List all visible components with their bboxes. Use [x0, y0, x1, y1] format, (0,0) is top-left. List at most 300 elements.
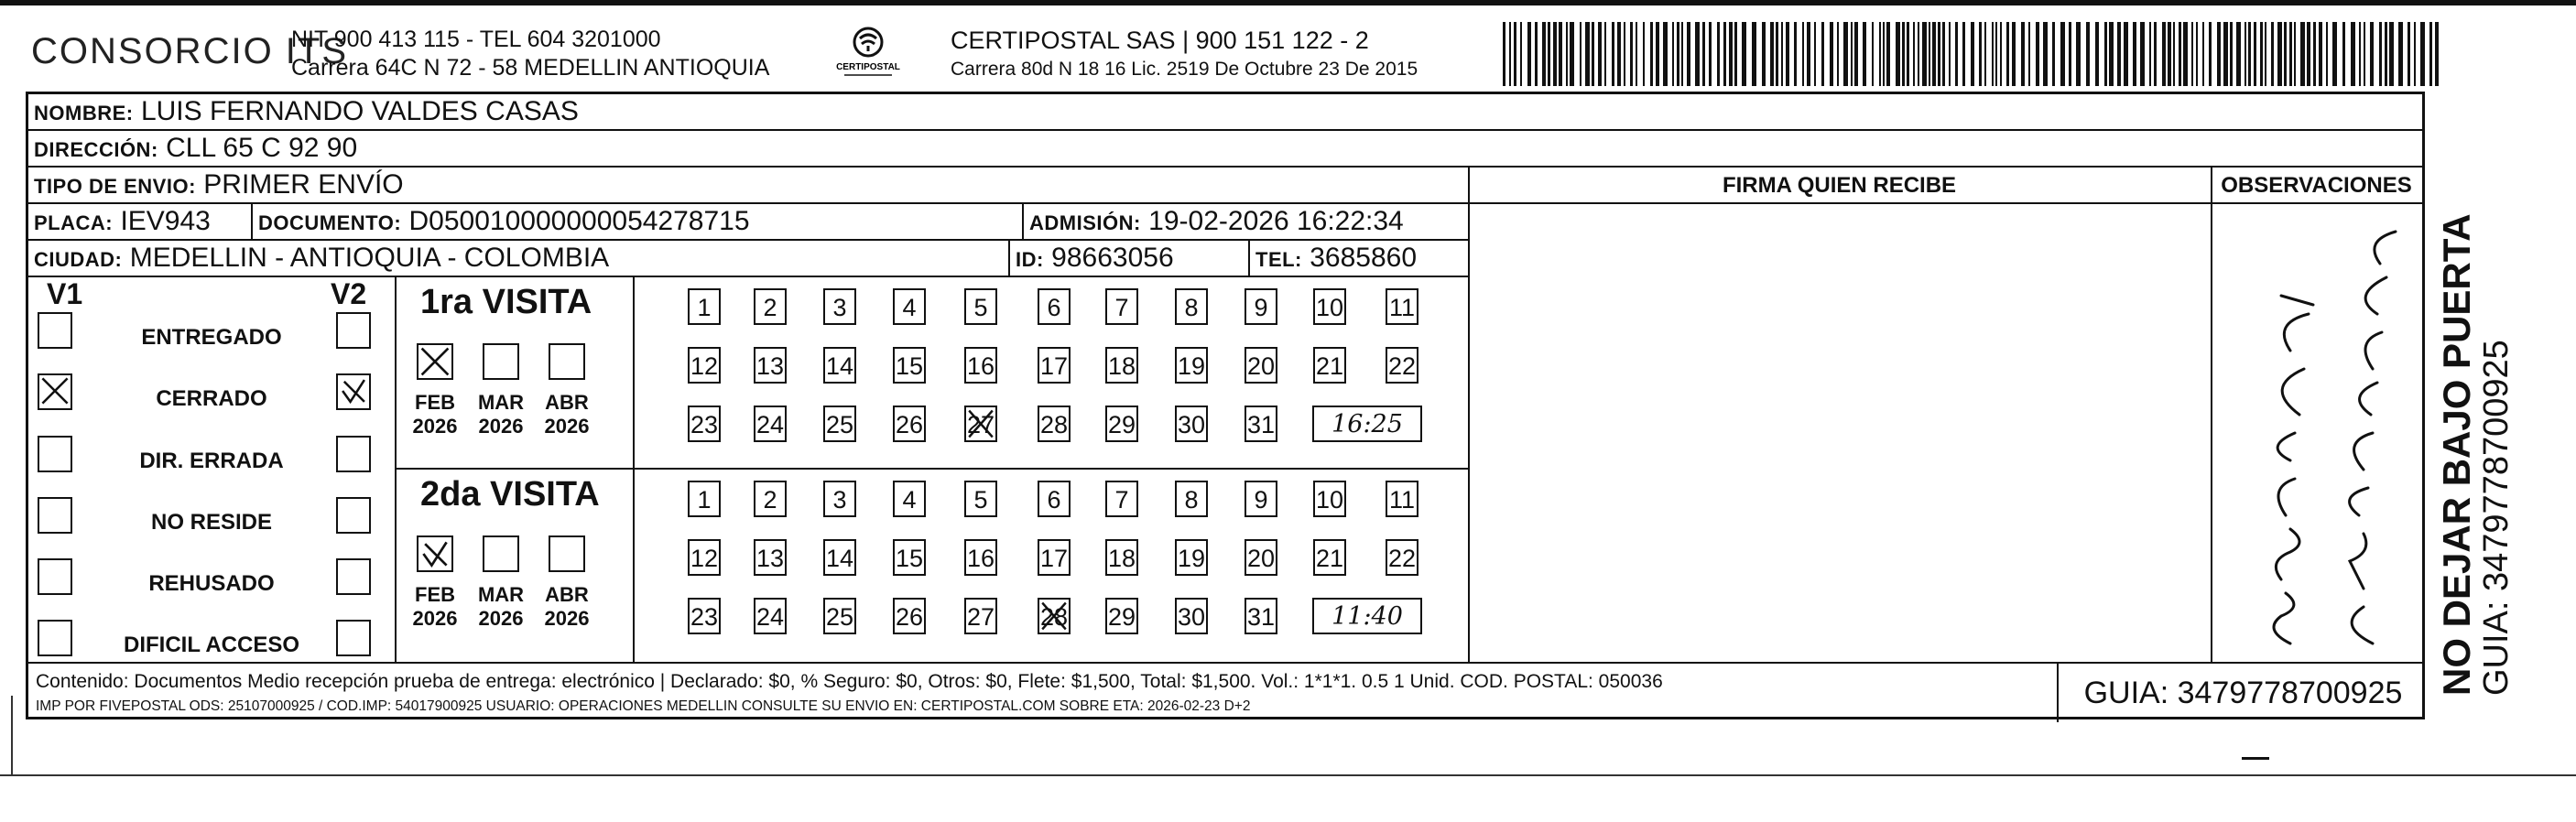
visit-title: 2da VISITA: [420, 475, 600, 514]
day-box[interactable]: [823, 406, 856, 442]
visit-time-handwritten: 11:40: [1331, 602, 1403, 631]
logo-text: CERTIPOSTAL: [836, 62, 900, 72]
barcode-bar: [1585, 22, 1590, 86]
day-number: 6: [1047, 294, 1061, 321]
v2-checkbox[interactable]: [336, 436, 371, 472]
ciudad-label: CIUDAD:: [34, 248, 123, 271]
day-number: 18: [1107, 545, 1136, 572]
day-number: 4: [902, 486, 917, 514]
day-box[interactable]: [823, 347, 856, 384]
day-box[interactable]: [893, 539, 926, 576]
day-box[interactable]: [1386, 347, 1418, 384]
tel-value: 3685860: [1310, 243, 1418, 273]
documento-value: D050010000000054278715: [408, 206, 750, 236]
barcode-bar: [2359, 22, 2361, 86]
day-box[interactable]: [688, 288, 721, 325]
barcode-bar: [1709, 22, 1712, 86]
month-year: 2026: [478, 415, 524, 438]
barcode-bar: [2414, 22, 2416, 86]
day-box[interactable]: [754, 481, 787, 517]
barcode-bar: [1854, 22, 1858, 86]
day-number: 16: [966, 545, 995, 572]
day-box[interactable]: [688, 481, 721, 517]
barcode-bar: [1872, 22, 1874, 86]
day-number: 11: [1388, 294, 1416, 321]
day-number: 29: [1107, 603, 1136, 631]
day-number: 14: [825, 545, 854, 572]
barcode-bar: [2133, 22, 2136, 86]
day-number: 25: [825, 603, 854, 631]
day-box[interactable]: [1038, 406, 1071, 442]
day-number: 12: [690, 352, 719, 380]
no-dejar-warning: NO DEJAR BAJO PUERTA: [2435, 213, 2478, 696]
day-number: 17: [1039, 352, 1069, 380]
day-box[interactable]: [688, 406, 721, 442]
month-name: FEB: [415, 583, 455, 606]
day-number: 28: [1039, 603, 1069, 631]
barcode-bar: [1830, 22, 1833, 86]
month-name: ABR: [545, 583, 589, 606]
v2-checkbox[interactable]: [336, 620, 371, 656]
day-number: 4: [902, 294, 917, 321]
day-number: 18: [1107, 352, 1136, 380]
v2-checkbox[interactable]: [336, 312, 371, 349]
barcode-bar: [1663, 22, 1668, 86]
nit-line: NIT 900 413 115 - TEL 604 3201000: [291, 27, 661, 52]
day-number: 20: [1246, 352, 1276, 380]
day-number: 31: [1246, 603, 1276, 631]
documento-label: DOCUMENTO:: [258, 211, 402, 234]
barcode-bar: [2162, 22, 2166, 86]
month-year: 2026: [544, 415, 590, 438]
day-box[interactable]: [964, 406, 997, 442]
day-box[interactable]: [964, 598, 997, 634]
day-box[interactable]: [688, 539, 721, 576]
barcode-bar: [1929, 22, 1930, 86]
barcode-bar: [1636, 22, 1637, 86]
day-box[interactable]: [1038, 288, 1071, 325]
v2-checkbox[interactable]: [336, 373, 371, 410]
day-box[interactable]: [893, 347, 926, 384]
day-number: 1: [697, 294, 712, 321]
barcode-bar: [2000, 22, 2002, 86]
barcode-bar: [2370, 22, 2374, 86]
day-number: 2: [763, 486, 777, 514]
day-number: 15: [895, 545, 924, 572]
month-label: [541, 583, 592, 631]
barcode-bar: [2036, 22, 2039, 86]
day-number: 7: [1114, 486, 1129, 514]
company-info: [291, 26, 769, 82]
barcode-bar: [1527, 22, 1531, 86]
month-checkbox[interactable]: [417, 535, 453, 572]
day-number: 24: [755, 411, 785, 438]
barcode-bar: [2223, 22, 2228, 86]
day-box[interactable]: [823, 598, 856, 634]
barcode-bar: [1677, 22, 1679, 86]
barcode-bar: [1932, 22, 1936, 86]
day-box[interactable]: [1245, 288, 1277, 325]
barcode-bar: [1624, 22, 1625, 86]
v1-checkbox[interactable]: [38, 558, 72, 595]
barcode-bar: [1729, 22, 1733, 86]
barcode-bar: [1717, 22, 1720, 86]
tipo-value: PRIMER ENVÍO: [203, 169, 404, 200]
barcode-bar: [2209, 22, 2212, 86]
v1-checkbox[interactable]: [38, 373, 72, 410]
barcode-bar: [2277, 22, 2282, 86]
barcode-bar: [1742, 22, 1746, 86]
day-box[interactable]: [893, 288, 926, 325]
barcode-bar: [1617, 22, 1621, 86]
month-label: [541, 391, 592, 438]
barcode-bar: [2265, 22, 2266, 86]
day-box[interactable]: [964, 481, 997, 517]
tipo-label: TIPO DE ENVIO:: [34, 175, 196, 198]
barcode-bar: [1643, 22, 1645, 86]
barcode: [1503, 22, 2441, 86]
barcode-bar: [2284, 22, 2287, 86]
contents-line: Contenido: Documentos Medio recepción prueba de entrega: electrónico | Declarado: $0, % Seguro: $0, Otros: $0, Flete: $1,500, Total: $1,500. Vol.: 1*1*1. 0.5 1 Unid. COD. POSTAL: 050036: [36, 671, 1663, 692]
admision-value: 19-02-2026 16:22:34: [1148, 206, 1404, 236]
day-box[interactable]: [1175, 288, 1208, 325]
day-box[interactable]: [1245, 481, 1277, 517]
nombre-label: NOMBRE:: [34, 102, 134, 124]
barcode-bar: [1794, 22, 1797, 86]
day-box[interactable]: [823, 481, 856, 517]
day-box[interactable]: [1245, 539, 1277, 576]
barcode-bar: [2313, 22, 2316, 86]
day-number: 8: [1184, 486, 1199, 514]
barcode-bar: [1938, 22, 1940, 86]
month-year: 2026: [544, 607, 590, 630]
barcode-bar: [2052, 22, 2055, 86]
barcode-bar: [1566, 22, 1568, 86]
barcode-bar: [1509, 22, 1511, 86]
top-border: [0, 0, 2576, 5]
barcode-bar: [2307, 22, 2310, 86]
day-box[interactable]: [1245, 598, 1277, 634]
day-box[interactable]: [688, 598, 721, 634]
label-header: [26, 22, 2425, 86]
visit-time-box[interactable]: [1312, 406, 1422, 442]
month-checkbox[interactable]: [417, 343, 453, 380]
barcode-bar: [2117, 22, 2121, 86]
barcode-bar: [2109, 22, 2114, 86]
id-label: ID:: [1016, 248, 1044, 271]
day-box[interactable]: [1105, 539, 1138, 576]
barcode-bar: [2326, 22, 2328, 86]
day-number: 10: [1315, 486, 1344, 514]
barcode-bar: [1971, 22, 1974, 86]
day-box[interactable]: [1175, 539, 1208, 576]
barcode-bar: [2379, 22, 2382, 86]
day-box[interactable]: [1105, 406, 1138, 442]
day-box[interactable]: [964, 347, 997, 384]
barcode-bar: [2043, 22, 2048, 86]
barcode-bar: [1918, 22, 1919, 86]
page-edge-bottom: [0, 774, 2576, 776]
barcode-bar: [1542, 22, 1546, 86]
month-name: FEB: [415, 391, 455, 414]
barcode-bar: [2168, 22, 2171, 86]
day-number: 20: [1246, 545, 1276, 572]
barcode-bar: [2398, 22, 2403, 86]
month-year: 2026: [478, 607, 524, 630]
day-number: 27: [966, 411, 995, 438]
barcode-bar: [2364, 22, 2365, 86]
visit-time-handwritten: 16:25: [1331, 410, 1403, 438]
v1-checkbox[interactable]: [38, 620, 72, 656]
day-number: 13: [755, 352, 785, 380]
day-number: 14: [825, 352, 854, 380]
day-number: 29: [1107, 411, 1136, 438]
v1-checkbox[interactable]: [38, 312, 72, 349]
barcode-bar: [2420, 22, 2425, 86]
day-number: 8: [1184, 294, 1199, 321]
barcode-bar: [1821, 22, 1824, 86]
barcode-bar: [1592, 22, 1594, 86]
barcode-bar: [2435, 22, 2439, 86]
certipostal-logo-icon: [831, 24, 905, 81]
barcode-bar: [2217, 22, 2221, 86]
barcode-bar: [1922, 22, 1927, 86]
print-info-line: IMP POR FIVEPOSTAL ODS: 25107000925 / COD.IMP: 54017900925 USUARIO: OPERACIONES MEDELLIN CONSULTE SU ENVIO EN: CERTIPOSTAL.COM SOBRE ETA: 2026-02-23 D+2: [36, 698, 1251, 714]
ciudad-value: MEDELLIN - ANTIOQUIA - COLOMBIA: [129, 243, 610, 273]
barcode-bar: [1723, 22, 1726, 86]
status-label: REHUSADO: [148, 571, 275, 596]
month-name: ABR: [545, 391, 589, 414]
month-checkbox[interactable]: [549, 535, 585, 572]
day-number: 3: [832, 486, 847, 514]
barcode-bar: [1695, 22, 1700, 86]
day-number: 30: [1177, 411, 1206, 438]
visit-time-box[interactable]: [1312, 598, 1422, 634]
barcode-bar: [1762, 22, 1766, 86]
month-checkbox[interactable]: [483, 535, 519, 572]
barcode-bar: [2385, 22, 2387, 86]
barcode-bar: [1907, 22, 1909, 86]
day-box[interactable]: [1105, 347, 1138, 384]
barcode-bar: [1770, 22, 1774, 86]
barcode-bar: [1535, 22, 1538, 86]
day-box[interactable]: [893, 406, 926, 442]
carrier-line1: CERTIPOSTAL SAS | 900 151 122 - 2: [951, 27, 1369, 54]
ciudad-row: [28, 241, 1468, 277]
barcode-bar: [1687, 22, 1690, 86]
day-box[interactable]: [893, 481, 926, 517]
month-year: 2026: [412, 415, 458, 438]
day-number: 24: [755, 603, 785, 631]
barcode-bar: [1992, 22, 1994, 86]
v1-checkbox[interactable]: [38, 436, 72, 472]
month-checkbox[interactable]: [483, 343, 519, 380]
barcode-bar: [2012, 22, 2016, 86]
barcode-bar: [1883, 22, 1885, 86]
day-number: 16: [966, 352, 995, 380]
barcode-bar: [2236, 22, 2241, 86]
day-number: 22: [1387, 352, 1417, 380]
barcode-bar: [1752, 22, 1756, 86]
nombre-row: [28, 94, 2422, 131]
day-box[interactable]: [1313, 481, 1346, 517]
day-box[interactable]: [1313, 288, 1346, 325]
day-box[interactable]: [1386, 539, 1418, 576]
direccion-value: CLL 65 C 92 90: [166, 133, 358, 163]
barcode-bar: [1814, 22, 1816, 86]
barcode-bar: [1949, 22, 1951, 86]
day-box[interactable]: [1386, 288, 1418, 325]
barcode-bar: [1837, 22, 1839, 86]
barcode-bar: [1553, 22, 1557, 86]
firma-header: FIRMA QUIEN RECIBE: [1722, 173, 1957, 198]
day-box[interactable]: [823, 288, 856, 325]
day-box[interactable]: [1245, 406, 1277, 442]
barcode-bar: [2140, 22, 2145, 86]
day-box[interactable]: [754, 539, 787, 576]
v2-checkbox[interactable]: [336, 497, 371, 534]
placa-value: IEV943: [120, 206, 211, 236]
barcode-bar: [1886, 22, 1890, 86]
barcode-bar: [2086, 22, 2090, 86]
barcode-bar: [2260, 22, 2263, 86]
day-box[interactable]: [1038, 347, 1071, 384]
day-number: 26: [895, 603, 924, 631]
barcode-bar: [1514, 22, 1516, 86]
day-number: 9: [1254, 486, 1268, 514]
barcode-bar: [1702, 22, 1705, 86]
day-box[interactable]: [1105, 288, 1138, 325]
barcode-bar: [1984, 22, 1986, 86]
barcode-bar: [2248, 22, 2251, 86]
day-box[interactable]: [1038, 481, 1071, 517]
day-box[interactable]: [1175, 347, 1208, 384]
barcode-bar: [1776, 22, 1778, 86]
day-box[interactable]: [1038, 539, 1071, 576]
barcode-bar: [1902, 22, 1905, 86]
day-box[interactable]: [1175, 406, 1208, 442]
barcode-bar: [2191, 22, 2193, 86]
dash-mark: [2242, 757, 2269, 760]
status-label: DIR. ERRADA: [139, 449, 284, 473]
day-box[interactable]: [1105, 481, 1138, 517]
barcode-bar: [2408, 22, 2410, 86]
day-box[interactable]: [964, 539, 997, 576]
day-number: 25: [825, 411, 854, 438]
barcode-bar: [1995, 22, 1997, 86]
barcode-bar: [1786, 22, 1789, 86]
barcode-bar: [1781, 22, 1783, 86]
direccion-row: [28, 131, 2422, 168]
barcode-bar: [1548, 22, 1550, 86]
day-number: 31: [1246, 411, 1276, 438]
carrier-line2: Carrera 80d N 18 16 Lic. 2519 De Octubre 23 De 2015: [951, 59, 1418, 80]
month-checkbox[interactable]: [549, 343, 585, 380]
day-number: 5: [973, 486, 988, 514]
delivery-form: [26, 92, 2425, 719]
barcode-bar: [1656, 22, 1659, 86]
barcode-bar: [2069, 22, 2071, 86]
day-box[interactable]: [964, 288, 997, 325]
v2-checkbox[interactable]: [336, 558, 371, 595]
barcode-bar: [1570, 22, 1574, 86]
day-box[interactable]: [754, 406, 787, 442]
admision-label: ADMISIÓN:: [1029, 211, 1141, 234]
month-name: MAR: [477, 583, 525, 606]
day-box[interactable]: [1175, 481, 1208, 517]
day-box[interactable]: [1038, 598, 1071, 634]
barcode-bar: [2289, 22, 2292, 86]
barcode-bar: [2389, 22, 2394, 86]
barcode-bar: [2332, 22, 2337, 86]
barcode-bar: [2021, 22, 2025, 86]
day-box[interactable]: [754, 347, 787, 384]
barcode-bar: [1612, 22, 1614, 86]
barcode-bar: [1630, 22, 1633, 86]
barcode-bar: [2271, 22, 2274, 86]
day-box[interactable]: [754, 598, 787, 634]
barcode-bar: [2300, 22, 2305, 86]
page-edge-left: [11, 696, 13, 776]
barcode-bar: [1503, 22, 1505, 86]
v1-checkbox[interactable]: [38, 497, 72, 534]
barcode-bar: [2254, 22, 2256, 86]
barcode-bar: [1979, 22, 1982, 86]
day-box[interactable]: [1105, 598, 1138, 634]
barcode-bar: [2149, 22, 2151, 86]
barcode-bar: [2202, 22, 2204, 86]
v1-header: V1: [47, 277, 83, 310]
brand-name: CONSORCIO ITS: [31, 31, 349, 71]
barcode-bar: [2006, 22, 2009, 86]
day-number: 11: [1388, 486, 1416, 514]
barcode-bar: [1598, 22, 1602, 86]
day-box[interactable]: [1313, 347, 1346, 384]
carrier-info: [951, 26, 1418, 84]
nombre-value: LUIS FERNANDO VALDES CASAS: [140, 96, 579, 126]
day-box[interactable]: [1313, 539, 1346, 576]
observaciones-header: OBSERVACIONES: [2221, 173, 2412, 198]
month-name: MAR: [477, 391, 525, 414]
barcode-bar: [2319, 22, 2322, 86]
barcode-bar: [2294, 22, 2296, 86]
barcode-bar: [1580, 22, 1581, 86]
visit-title: 1ra VISITA: [420, 283, 592, 321]
barcode-bar: [2028, 22, 2030, 86]
barcode-bar: [1520, 22, 1522, 86]
day-number: 26: [895, 411, 924, 438]
day-box[interactable]: [754, 288, 787, 325]
month-year: 2026: [412, 607, 458, 630]
barcode-bar: [1807, 22, 1810, 86]
barcode-bar: [1942, 22, 1945, 86]
day-box[interactable]: [893, 598, 926, 634]
barcode-bar: [1913, 22, 1915, 86]
day-number: 1: [697, 486, 712, 514]
barcode-bar: [1851, 22, 1853, 86]
day-number: 23: [690, 603, 719, 631]
barcode-bar: [1559, 22, 1562, 86]
day-box[interactable]: [1386, 481, 1418, 517]
day-box[interactable]: [823, 539, 856, 576]
barcode-bar: [2104, 22, 2107, 86]
day-box[interactable]: [1245, 347, 1277, 384]
status-label: DIFICIL ACCESO: [123, 633, 299, 657]
day-box[interactable]: [1175, 598, 1208, 634]
barcode-bar: [1734, 22, 1737, 86]
day-box[interactable]: [688, 347, 721, 384]
barcode-bar: [2173, 22, 2175, 86]
